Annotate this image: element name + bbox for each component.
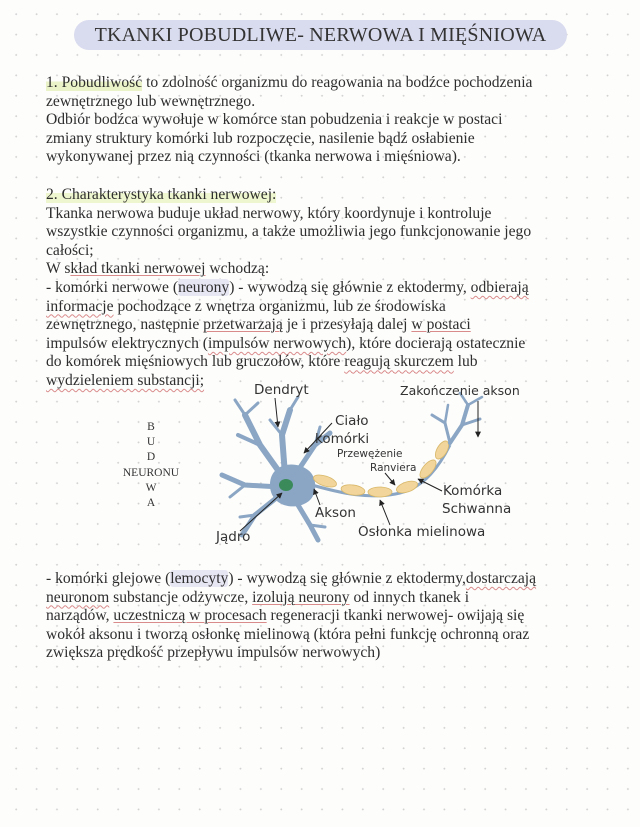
text-line: zwiększa prędkość przepływu impulsów nerwowych) xyxy=(46,644,381,662)
text-fragment: regeneracji tkanki nerwowej- owijają się xyxy=(266,607,525,625)
text-fragment: narządów, xyxy=(46,607,114,625)
text-line: Tkanka nerwowa buduje układ nerwowy, który koordynuje i kontroluje xyxy=(46,204,492,222)
label-cell-body-1: Ciało xyxy=(335,413,369,429)
label-axon: Akson xyxy=(315,505,356,521)
highlighted-term: neurony xyxy=(178,278,230,296)
text-fragment: pochodzące z wnętrza organizmu, lub ze środowiska xyxy=(113,297,446,315)
label-axon-terminal: Zakończenie akson xyxy=(400,383,520,398)
text-fragment: - komórki nerwowe ( xyxy=(46,278,179,296)
vertical-label xyxy=(115,420,187,511)
text-line: to zdolność organizmu do reagowania na bodźce pochodzenia xyxy=(142,74,533,91)
label-cell-body-2: komórki xyxy=(315,431,370,447)
section-nervous-tissue xyxy=(46,186,586,391)
vertical-letter: B xyxy=(147,421,155,433)
text-line: zmiany struktury komórki lub rozpoczęcie, nasilenie bądź osłabienie xyxy=(46,129,475,147)
text-fragment: W s xyxy=(46,260,71,278)
label-myelin: Osłonka mielinowa xyxy=(358,524,486,540)
label-schwann-1: Komórka xyxy=(443,483,503,499)
label-ranvier-1: Przewężenie xyxy=(337,448,403,460)
text-fragment: od innych tkanek i xyxy=(349,588,470,606)
section-heading: 2. Charakterystyka tkanki nerwowej: xyxy=(46,186,277,203)
underlined-phrase: uczestniczą w procesach xyxy=(113,607,267,625)
text-fragment: - komórki glejowe ( xyxy=(46,570,171,587)
vertical-letter: A xyxy=(146,497,156,510)
underlined-phrase: dostarczają xyxy=(465,570,537,587)
text-fragment: ), które docierają ostatecznie xyxy=(346,334,526,352)
underlined-phrase: wydzieleniem substancji; xyxy=(46,371,205,389)
neuron-diagram xyxy=(200,375,535,550)
text-line: zewnętrznego lub wewnętrznego. xyxy=(46,92,256,110)
section-glial-cells xyxy=(46,570,586,663)
underlined-phrase: informacje xyxy=(46,297,114,315)
axon-terminal xyxy=(432,393,482,443)
underlined-phrase: odbierają xyxy=(470,278,529,296)
vertical-letter: W xyxy=(145,481,157,494)
text-fragment: ) - wywodzą się głównie z ektodermy, xyxy=(228,570,466,587)
section-excitability xyxy=(46,74,586,167)
vertical-letter: NEURONU xyxy=(122,466,180,479)
text-fragment: impulsów elektrycznych ( xyxy=(46,334,208,352)
label-nucleus: Jądro xyxy=(216,529,251,545)
text-line: wokół aksonu i tworzą osłonkę mielinową (która pełni funkcję ochronną oraz xyxy=(46,625,530,643)
text-line: całości; xyxy=(46,241,94,259)
text-line: Odbiór bodźca wywołuje w komórce stan pobudzenia i reakcje w postaci xyxy=(46,111,503,129)
text-line: wykonywanej przez nią czynności (tkanka nerwowa i mięśniowa). xyxy=(46,148,461,166)
underlined-phrase: reagują skurczem xyxy=(344,353,454,371)
term-excitability: Pobudliwość xyxy=(61,74,143,91)
text-fragment: substancje odżywcze, xyxy=(109,588,253,606)
text-line: wszystkie czynności organizmu, a także umożliwia jego funkcjonowanie jego xyxy=(46,223,532,241)
underlined-phrase: w postaci xyxy=(411,316,471,334)
vertical-letter: D xyxy=(146,451,156,464)
underlined-phrase: neuronom xyxy=(46,588,110,606)
text-fragment: do komórek mięśniowych lub gruczołów, które xyxy=(46,353,345,371)
label-dendrite: Dendryt xyxy=(254,382,309,398)
nucleus xyxy=(279,479,293,491)
underlined-phrase: izolują neurony xyxy=(252,588,350,606)
text-fragment: ) - wywodzą się głównie z ektodermy, xyxy=(229,278,471,296)
vertical-letter: U xyxy=(146,436,156,449)
underlined-phrase: przetwarzają xyxy=(203,316,283,334)
text-fragment: zewnętrznego, następnie xyxy=(46,316,204,334)
text-fragment: lub xyxy=(453,353,478,371)
label-ranvier-2: Ranviera xyxy=(370,462,417,474)
label-schwann-2: Schwanna xyxy=(442,501,512,517)
highlighted-term: lemocyty xyxy=(170,570,229,587)
text-fragment: je i przesyłają dalej xyxy=(282,316,412,334)
page-title: TKANKI POBUDLIWE- NERWOWA I MIĘŚNIOWA xyxy=(74,20,567,50)
underlined-phrase: impulsów nerwowych xyxy=(207,334,347,352)
underlined-phrase: kład tkanki nerwowej xyxy=(70,260,206,278)
text-fragment: wchodzą: xyxy=(205,260,270,278)
dendrites xyxy=(222,397,330,540)
section-number: 1. xyxy=(46,74,62,91)
